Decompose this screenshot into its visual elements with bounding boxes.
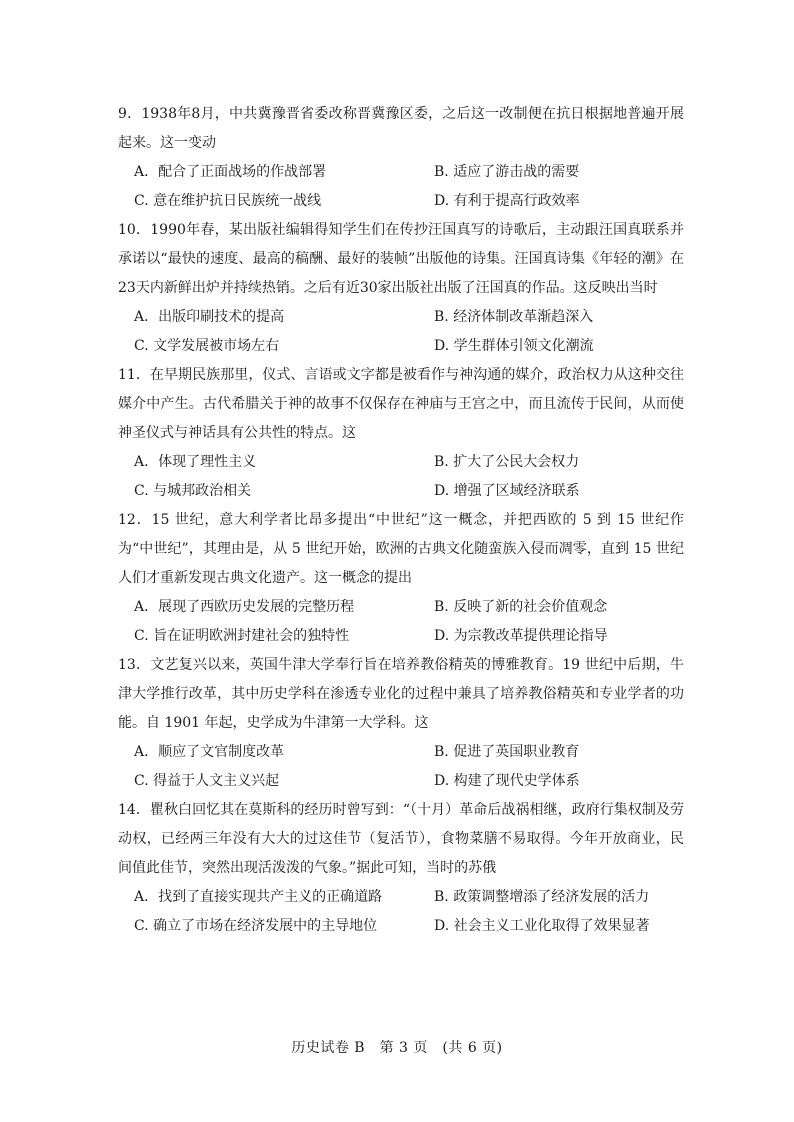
option-c: C. 与城邦政治相关 [134,483,252,499]
question-12 [118,506,684,651]
option-grid [118,593,684,651]
question-stem: 9．1938年8月，中共冀豫晋省委改称晋冀豫区委，之后这一改制便在抗日根据地普遍开展起来。这一变动 [118,106,684,151]
question-10 [118,216,684,361]
option-grid [118,303,684,361]
option-grid [118,738,684,796]
question-14 [118,796,684,941]
option-c: C. 得益于人文主义兴起 [134,773,280,789]
question-stem: 12．15 世纪，意大利学者比昂多提出“中世纪”这一概念，并把西欧的 5 到 15 世纪作为“中世纪”，其理由是，从 5 世纪开始，欧洲的古典文化随蛮族入侵而凋零，直到 15 世纪人们才重新发现古典文化遗产。这一概念的提出 [118,512,684,586]
option-c: C. 文学发展被市场左右 [134,338,280,354]
option-b: B. 政策调整增添了经济发展的活力 [434,889,650,905]
option-a: A．出版印刷技术的提高 [134,309,285,325]
question-13 [118,651,684,796]
option-a: A．体现了理性主义 [134,454,257,470]
option-a: A．顺应了文官制度改革 [134,744,285,760]
option-d: D. 有利于提高行政效率 [434,193,580,209]
option-grid [118,448,684,506]
question-9 [118,100,684,216]
option-d: D. 增强了区域经济联系 [434,483,580,499]
question-stem: 10．1990年春，某出版社编辑得知学生们在传抄汪国真写的诗歌后，主动跟汪国真联系并承诺以“最快的速度、最高的稿酬、最好的装帧”出版他的诗集。汪国真诗集《年轻的潮》在23天内新鲜出炉并持续热销。之后有近30家出版社出版了汪国真的作品。这反映出当时 [118,222,684,296]
option-d: D. 为宗教改革提供理论指导 [434,628,608,644]
question-stem: 13．文艺复兴以来，英国牛津大学奉行旨在培养教俗精英的博雅教育。19 世纪中后期，牛津大学推行改革，其中历史学科在渗透专业化的过程中兼具了培养教俗精英和专业学者的功能。自 1901 年起，史学成为牛津第一大学科。这 [118,657,684,731]
option-a: A．找到了直接实现共产主义的正确道路 [134,889,383,905]
page-footer: 历史试卷 B 第 3 页 (共 6 页) [291,1040,503,1056]
option-b: B. 适应了游击战的需要 [434,164,580,180]
option-c: C. 旨在证明欧洲封建社会的独特性 [134,628,350,644]
option-d: D. 社会主义工业化取得了效果显著 [434,918,650,934]
option-b: B. 促进了英国职业教育 [434,744,580,760]
option-d: D. 学生群体引领文化潮流 [434,338,594,354]
question-stem: 11．在早期民族那里，仪式、言语或文字都是被看作与神沟通的媒介，政治权力从这种交往媒介中产生。古代希腊关于神的故事不仅保存在神庙与王宫之中，而且流传于民间，从而使神圣仪式与神话具有公共性的特点。这 [118,367,684,441]
option-b: B. 经济体制改革渐趋深入 [434,309,594,325]
question-stem: 14．瞿秋白回忆其在莫斯科的经历时曾写到：“（十月）革命后战祸相继，政府行集权制及劳动权，已经两三年没有大大的过这佳节（复活节），食物菜膳不易取得。今年开放商业，民间值此佳节，突然出现活泼泼的气象。”据此可知，当时的苏俄 [118,802,684,876]
option-c: C. 意在维护抗日民族统一战线 [134,193,322,209]
option-d: D. 构建了现代史学体系 [434,773,580,789]
option-a: A．配合了正面战场的作战部署 [134,164,327,180]
question-11 [118,361,684,506]
option-a: A．展现了西欧历史发展的完整历程 [134,599,355,615]
option-b: B. 反映了新的社会价值观念 [434,599,608,615]
option-grid [118,883,684,941]
question-list [118,100,684,941]
option-c: C. 确立了市场在经济发展中的主导地位 [134,918,378,934]
option-b: B. 扩大了公民大会权力 [434,454,580,470]
option-grid [118,158,684,216]
